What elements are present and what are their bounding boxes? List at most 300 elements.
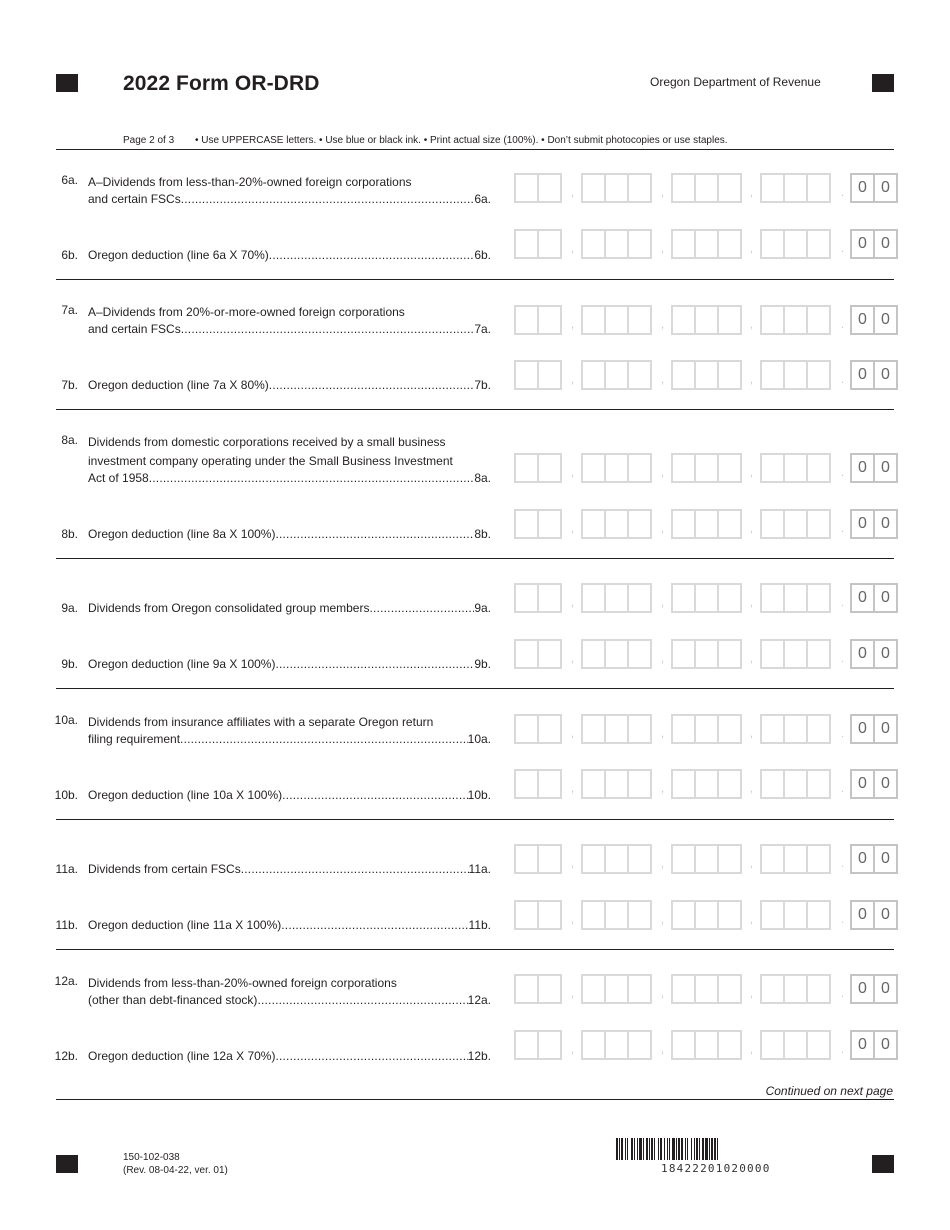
digit-box[interactable]	[629, 716, 650, 742]
digit-box[interactable]	[719, 511, 740, 537]
digit-box[interactable]	[762, 307, 785, 333]
barcode-bar	[687, 1138, 688, 1160]
line-description-leader	[88, 322, 491, 336]
section-divider	[56, 819, 894, 820]
cents-digit: 0	[881, 906, 890, 923]
digit-box[interactable]	[606, 641, 629, 667]
digit-box[interactable]	[606, 307, 629, 333]
thousands-separator: ,	[661, 319, 665, 331]
thousands-separator: ,	[571, 1044, 575, 1056]
amount-field-8a	[514, 453, 898, 483]
thousands-separator: ,	[750, 914, 754, 926]
digit-box[interactable]	[583, 976, 606, 1002]
digit-box[interactable]	[762, 175, 785, 201]
section-divider	[56, 409, 894, 410]
digit-box[interactable]	[629, 585, 650, 611]
barcode-bar	[672, 1138, 675, 1160]
digit-box[interactable]	[539, 585, 560, 611]
digit-box[interactable]	[629, 455, 650, 481]
digit-box[interactable]	[785, 771, 808, 797]
digit-box[interactable]	[762, 902, 785, 928]
digit-box[interactable]	[606, 455, 629, 481]
thousands-separator: ,	[571, 653, 575, 665]
line-description: Oregon deduction (line 8a X 100%) .....	[88, 527, 474, 541]
cents-box	[850, 305, 898, 335]
thousands-separator: ,	[750, 858, 754, 870]
section-divider	[56, 279, 894, 280]
barcode-bar	[639, 1138, 642, 1160]
digit-box[interactable]	[516, 846, 539, 872]
digit-box[interactable]	[785, 511, 808, 537]
cents-digit: 0	[852, 641, 875, 667]
digit-box[interactable]	[696, 585, 719, 611]
cents-digit: 0	[881, 850, 890, 867]
digit-box[interactable]	[808, 771, 829, 797]
digit-box[interactable]	[583, 846, 606, 872]
digit-group	[581, 974, 652, 1004]
digit-box[interactable]	[696, 307, 719, 333]
barcode-bar	[654, 1138, 655, 1160]
cents-digit: 0	[881, 515, 890, 532]
amount-field-7a	[514, 305, 898, 335]
digit-box[interactable]	[516, 1032, 539, 1058]
digit-group	[760, 173, 831, 203]
cents-digit: 0	[881, 589, 890, 606]
digit-box[interactable]	[516, 716, 539, 742]
digit-box[interactable]	[696, 175, 719, 201]
digit-box[interactable]	[629, 976, 650, 1002]
continued-note: Continued on next page	[765, 1084, 893, 1098]
digit-box[interactable]	[539, 641, 560, 667]
thousands-separator: ,	[571, 187, 575, 199]
barcode-bar	[664, 1138, 665, 1160]
digit-box[interactable]	[583, 231, 606, 257]
digit-box[interactable]	[808, 1032, 829, 1058]
digit-box[interactable]	[719, 307, 740, 333]
digit-group	[514, 360, 562, 390]
cents-digit: 0	[881, 311, 890, 328]
thousands-separator: ,	[661, 653, 665, 665]
digit-box[interactable]	[808, 846, 829, 872]
digit-box[interactable]	[516, 231, 539, 257]
digit-box[interactable]	[673, 902, 696, 928]
digit-box[interactable]	[629, 846, 650, 872]
digit-box[interactable]	[673, 716, 696, 742]
digit-box[interactable]	[673, 846, 696, 872]
digit-group	[514, 453, 562, 483]
digit-group	[514, 305, 562, 335]
line-tag: 7a.	[474, 322, 491, 336]
digit-box[interactable]	[673, 771, 696, 797]
line-tag: 7b.	[474, 378, 491, 392]
digit-group	[514, 583, 562, 613]
digit-box[interactable]	[696, 976, 719, 1002]
thousands-separator: ,	[661, 988, 665, 1000]
digit-box[interactable]	[629, 231, 650, 257]
digit-group	[514, 974, 562, 1004]
digit-box[interactable]	[583, 716, 606, 742]
digit-box[interactable]	[785, 1032, 808, 1058]
barcode-bar	[699, 1138, 700, 1160]
digit-box[interactable]	[673, 307, 696, 333]
thousands-separator: ,	[661, 187, 665, 199]
section-divider	[56, 558, 894, 559]
digit-group	[760, 714, 831, 744]
digit-group	[671, 360, 742, 390]
digit-box[interactable]	[673, 976, 696, 1002]
digit-group	[671, 844, 742, 874]
digit-box[interactable]	[516, 976, 539, 1002]
digit-box[interactable]	[719, 585, 740, 611]
thousands-separator: ,	[750, 653, 754, 665]
line-description-leader	[88, 1049, 491, 1063]
digit-box[interactable]	[808, 716, 829, 742]
amount-field-8b	[514, 509, 898, 539]
barcode-bar	[667, 1138, 668, 1160]
digit-box[interactable]	[785, 716, 808, 742]
digit-box[interactable]	[673, 511, 696, 537]
line-tag: 11a.	[468, 862, 491, 876]
digit-box[interactable]	[808, 976, 829, 1002]
cents-box	[850, 769, 898, 799]
line-description: Oregon deduction (line 10a X 100%) .....	[88, 788, 468, 802]
line-description-leader	[88, 601, 491, 615]
digit-box[interactable]	[583, 362, 606, 388]
cents-digit: 0	[852, 976, 875, 1002]
digit-box[interactable]	[785, 231, 808, 257]
cents-box	[850, 509, 898, 539]
digit-group	[671, 453, 742, 483]
digit-box[interactable]	[516, 771, 539, 797]
digit-box[interactable]	[539, 455, 560, 481]
digit-box[interactable]	[539, 511, 560, 537]
digit-box[interactable]	[762, 716, 785, 742]
digit-box[interactable]	[719, 362, 740, 388]
thousands-separator: ,	[661, 728, 665, 740]
digit-box[interactable]	[696, 771, 719, 797]
digit-box[interactable]	[696, 455, 719, 481]
digit-box[interactable]	[785, 976, 808, 1002]
barcode-bar	[637, 1138, 638, 1160]
digit-box[interactable]	[583, 641, 606, 667]
digit-group	[581, 229, 652, 259]
digit-box[interactable]	[629, 771, 650, 797]
digit-box[interactable]	[606, 231, 629, 257]
line-tag: 12a.	[467, 993, 491, 1007]
digit-group	[760, 360, 831, 390]
line-description: Oregon deduction (line 11a X 100%) .....	[88, 918, 469, 932]
digit-group	[671, 769, 742, 799]
decimal-point: .	[841, 783, 845, 795]
digit-box[interactable]	[539, 846, 560, 872]
digit-box[interactable]	[808, 362, 829, 388]
thousands-separator: ,	[750, 783, 754, 795]
digit-box[interactable]	[762, 846, 785, 872]
digit-box[interactable]	[785, 846, 808, 872]
digit-box[interactable]	[629, 902, 650, 928]
cents-digit: 0	[881, 775, 890, 792]
digit-box[interactable]	[762, 362, 785, 388]
decimal-point: .	[841, 374, 845, 386]
cents-digit: 0	[852, 902, 875, 928]
barcode-bar	[711, 1138, 713, 1160]
digit-box[interactable]	[762, 641, 785, 667]
digit-box[interactable]	[516, 362, 539, 388]
digit-box[interactable]	[583, 902, 606, 928]
digit-group	[581, 900, 652, 930]
barcode-bar	[696, 1138, 698, 1160]
line-description: Oregon deduction (line 6a X 70%) .....	[88, 248, 474, 262]
digit-box[interactable]	[516, 175, 539, 201]
digit-group	[760, 229, 831, 259]
digit-box[interactable]	[762, 455, 785, 481]
digit-box[interactable]	[629, 511, 650, 537]
cents-box	[850, 229, 898, 259]
digit-box[interactable]	[539, 362, 560, 388]
thousands-separator: ,	[571, 988, 575, 1000]
digit-box[interactable]	[785, 362, 808, 388]
line-number: 10a.	[54, 713, 78, 727]
line-number: 9b.	[61, 657, 78, 671]
cents-digit: 0	[852, 307, 875, 333]
digit-box[interactable]	[808, 902, 829, 928]
digit-box[interactable]	[583, 175, 606, 201]
digit-box[interactable]	[673, 455, 696, 481]
digit-box[interactable]	[629, 175, 650, 201]
barcode-bar	[694, 1138, 695, 1160]
amount-field-9a	[514, 583, 898, 613]
digit-box[interactable]	[785, 585, 808, 611]
digit-box[interactable]	[516, 455, 539, 481]
digit-box[interactable]	[583, 1032, 606, 1058]
digit-box[interactable]	[719, 1032, 740, 1058]
digit-box[interactable]	[606, 976, 629, 1002]
digit-box[interactable]	[516, 511, 539, 537]
barcode-bar	[634, 1138, 635, 1160]
thousands-separator: ,	[661, 1044, 665, 1056]
header-divider	[56, 149, 894, 150]
digit-box[interactable]	[762, 585, 785, 611]
digit-box[interactable]	[785, 175, 808, 201]
digit-box[interactable]	[539, 307, 560, 333]
digit-box[interactable]	[696, 511, 719, 537]
cents-digit: 0	[881, 366, 890, 383]
line-number: 12b.	[54, 1049, 78, 1063]
digit-box[interactable]	[762, 511, 785, 537]
digit-box[interactable]	[719, 175, 740, 201]
digit-box[interactable]	[516, 641, 539, 667]
barcode-bar	[627, 1138, 628, 1160]
form-revision: (Rev. 08-04-22, ver. 01)	[123, 1165, 228, 1176]
digit-box[interactable]	[606, 716, 629, 742]
decimal-point: .	[841, 653, 845, 665]
digit-box[interactable]	[808, 455, 829, 481]
digit-box[interactable]	[606, 511, 629, 537]
digit-group	[671, 1030, 742, 1060]
digit-box[interactable]	[606, 846, 629, 872]
digit-box[interactable]	[606, 175, 629, 201]
digit-group	[671, 583, 742, 613]
digit-group	[760, 639, 831, 669]
digit-box[interactable]	[539, 902, 560, 928]
digit-group	[671, 714, 742, 744]
digit-box[interactable]	[673, 362, 696, 388]
digit-box[interactable]	[696, 362, 719, 388]
digit-box[interactable]	[606, 362, 629, 388]
digit-box[interactable]	[516, 902, 539, 928]
line-tag: 6b.	[474, 248, 491, 262]
line-description: investment company operating under the Small Business Investment	[88, 454, 453, 468]
digit-group	[760, 453, 831, 483]
line-description: Oregon deduction (line 7a X 80%) .....	[88, 378, 474, 392]
thousands-separator: ,	[750, 243, 754, 255]
digit-group	[514, 229, 562, 259]
digit-box[interactable]	[785, 307, 808, 333]
barcode-graphic	[616, 1138, 826, 1160]
digit-box[interactable]	[606, 771, 629, 797]
digit-box[interactable]	[719, 641, 740, 667]
digit-box[interactable]	[785, 455, 808, 481]
digit-box[interactable]	[762, 976, 785, 1002]
digit-box[interactable]	[719, 455, 740, 481]
cents-digit: 0	[881, 459, 890, 476]
digit-box[interactable]	[808, 641, 829, 667]
digit-box[interactable]	[719, 846, 740, 872]
digit-group	[760, 583, 831, 613]
digit-box[interactable]	[516, 585, 539, 611]
digit-group	[514, 639, 562, 669]
digit-group	[581, 453, 652, 483]
digit-box[interactable]	[583, 307, 606, 333]
digit-box[interactable]	[516, 307, 539, 333]
digit-box[interactable]	[696, 231, 719, 257]
decimal-point: .	[841, 523, 845, 535]
digit-box[interactable]	[696, 641, 719, 667]
cents-digit: 0	[852, 175, 875, 201]
barcode-bar	[616, 1138, 618, 1160]
digit-box[interactable]	[762, 771, 785, 797]
cents-digit: 0	[852, 771, 875, 797]
cents-box	[850, 639, 898, 669]
decimal-point: .	[841, 467, 845, 479]
digit-box[interactable]	[606, 902, 629, 928]
digit-group	[671, 900, 742, 930]
line-description: Dividends from domestic corporations received by a small business	[88, 435, 446, 449]
digit-box[interactable]	[539, 976, 560, 1002]
cents-box	[850, 844, 898, 874]
barcode-bar	[691, 1138, 692, 1160]
thousands-separator: ,	[750, 374, 754, 386]
digit-box[interactable]	[785, 902, 808, 928]
digit-box[interactable]	[539, 771, 560, 797]
cents-box	[850, 974, 898, 1004]
digit-box[interactable]	[673, 231, 696, 257]
digit-box[interactable]	[762, 231, 785, 257]
digit-box[interactable]	[673, 1032, 696, 1058]
cents-box	[850, 714, 898, 744]
digit-group	[581, 1030, 652, 1060]
digit-box[interactable]	[719, 902, 740, 928]
digit-box[interactable]	[696, 716, 719, 742]
page-number: Page 2 of 3	[123, 135, 175, 146]
digit-box[interactable]	[762, 1032, 785, 1058]
barcode-bar	[631, 1138, 633, 1160]
form-number: 150-102-038	[123, 1152, 180, 1163]
barcode-bar	[646, 1138, 648, 1160]
digit-box[interactable]	[629, 362, 650, 388]
digit-box[interactable]	[606, 1032, 629, 1058]
digit-box[interactable]	[696, 846, 719, 872]
thousands-separator: ,	[571, 728, 575, 740]
digit-box[interactable]	[808, 231, 829, 257]
digit-box[interactable]	[808, 511, 829, 537]
digit-group	[581, 714, 652, 744]
digit-box[interactable]	[808, 175, 829, 201]
decimal-point: .	[841, 914, 845, 926]
barcode-bar	[643, 1138, 644, 1160]
line-description: and certain FSCs .....	[88, 322, 474, 336]
digit-box[interactable]	[719, 231, 740, 257]
line-number: 6b.	[61, 248, 78, 262]
digit-box[interactable]	[808, 585, 829, 611]
line-tag: 11b.	[468, 918, 491, 932]
barcode-bar	[702, 1138, 704, 1160]
digit-box[interactable]	[719, 771, 740, 797]
line-number: 8a.	[61, 433, 78, 447]
digit-box[interactable]	[583, 455, 606, 481]
decimal-point: .	[841, 243, 845, 255]
digit-box[interactable]	[629, 641, 650, 667]
digit-box[interactable]	[539, 1032, 560, 1058]
digit-box[interactable]	[539, 231, 560, 257]
digit-box[interactable]	[719, 976, 740, 1002]
barcode-bar	[658, 1138, 659, 1160]
digit-group	[514, 1030, 562, 1060]
digit-box[interactable]	[673, 175, 696, 201]
digit-box[interactable]	[583, 771, 606, 797]
digit-group	[760, 509, 831, 539]
line-description-leader	[88, 788, 491, 802]
digit-box[interactable]	[673, 641, 696, 667]
digit-box[interactable]	[606, 585, 629, 611]
barcode-bar	[660, 1138, 662, 1160]
line-description-leader	[88, 471, 491, 485]
barcode-bar	[685, 1138, 686, 1160]
digit-box[interactable]	[696, 902, 719, 928]
digit-box[interactable]	[673, 585, 696, 611]
digit-box[interactable]	[785, 641, 808, 667]
line-description: and certain FSCs .....	[88, 192, 474, 206]
digit-group	[514, 714, 562, 744]
amount-field-10a	[514, 714, 898, 744]
digit-box[interactable]	[583, 511, 606, 537]
digit-box[interactable]	[583, 585, 606, 611]
digit-group	[671, 509, 742, 539]
line-description: Dividends from certain FSCs .....	[88, 862, 469, 876]
thousands-separator: ,	[571, 858, 575, 870]
line-tag: 12b.	[467, 1049, 491, 1063]
digit-box[interactable]	[539, 175, 560, 201]
digit-box[interactable]	[719, 716, 740, 742]
digit-box[interactable]	[808, 307, 829, 333]
digit-box[interactable]	[629, 307, 650, 333]
decimal-point: .	[841, 319, 845, 331]
digit-box[interactable]	[696, 1032, 719, 1058]
digit-box[interactable]	[539, 716, 560, 742]
registration-mark-top-right	[872, 74, 894, 92]
line-description-leader	[88, 527, 491, 541]
digit-box[interactable]	[629, 1032, 650, 1058]
